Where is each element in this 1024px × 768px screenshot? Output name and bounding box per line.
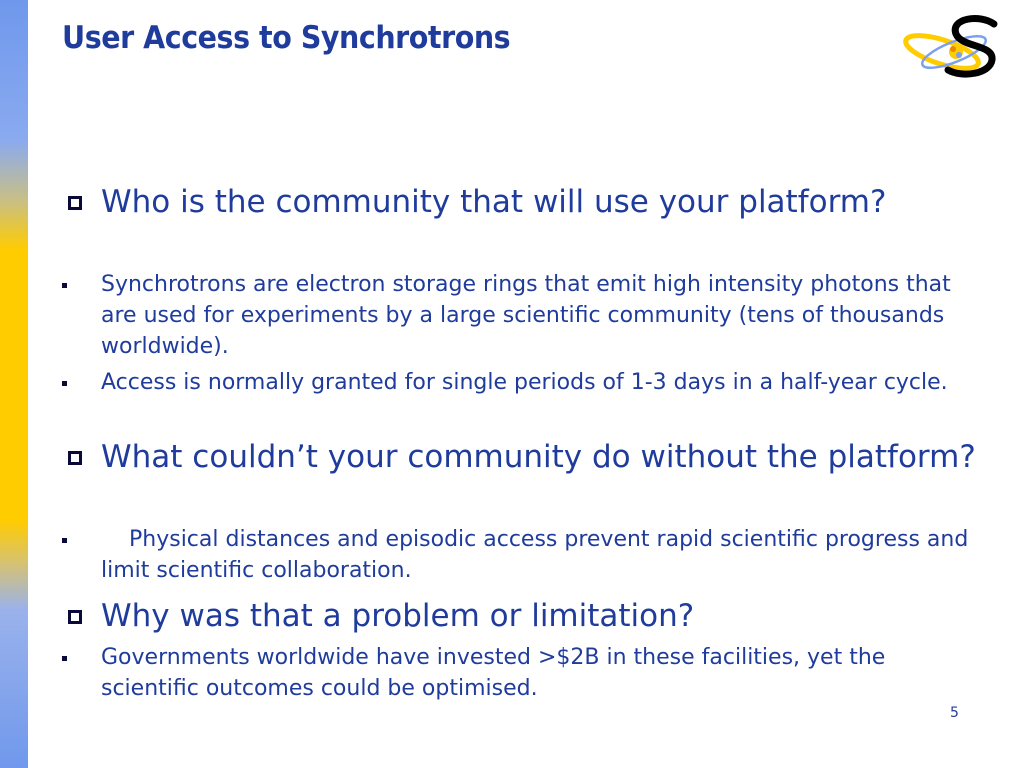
- point-item: [62, 524, 982, 586]
- question-text: Why was that a problem or limitation?: [101, 598, 695, 634]
- square-bullet-icon: [68, 196, 82, 210]
- small-bullet-icon: [62, 656, 67, 661]
- question-item: [62, 182, 982, 223]
- point-item: [62, 642, 982, 704]
- square-bullet-icon: [68, 451, 82, 465]
- small-bullet-icon: [62, 283, 67, 288]
- point-item: [62, 367, 982, 398]
- point-item: [62, 269, 982, 362]
- question-text: What couldn’t your community do without the platform?: [101, 439, 976, 475]
- point-text: Physical distances and episodic access prevent rapid scientific progress and limit scientific collaboration.: [101, 527, 969, 583]
- question-item: [62, 437, 982, 478]
- slide-title: User Access to Synchrotrons: [62, 20, 511, 56]
- point-text: Governments worldwide have invested >$2B in these facilities, yet the scientific outcomes could be optimised.: [101, 645, 886, 701]
- question-item: [62, 596, 982, 637]
- question-text: Who is the community that will use your platform?: [101, 184, 887, 220]
- point-text: Synchrotrons are electron storage rings that emit high intensity photons that are used for experiments by a large scientific community (tens of thousands worldwide).: [101, 272, 951, 359]
- square-bullet-icon: [68, 610, 82, 624]
- small-bullet-icon: [62, 538, 67, 543]
- small-bullet-icon: [62, 381, 67, 386]
- point-text: Access is normally granted for single periods of 1-3 days in a half-year cycle.: [101, 370, 948, 395]
- page-number: 5: [950, 705, 959, 721]
